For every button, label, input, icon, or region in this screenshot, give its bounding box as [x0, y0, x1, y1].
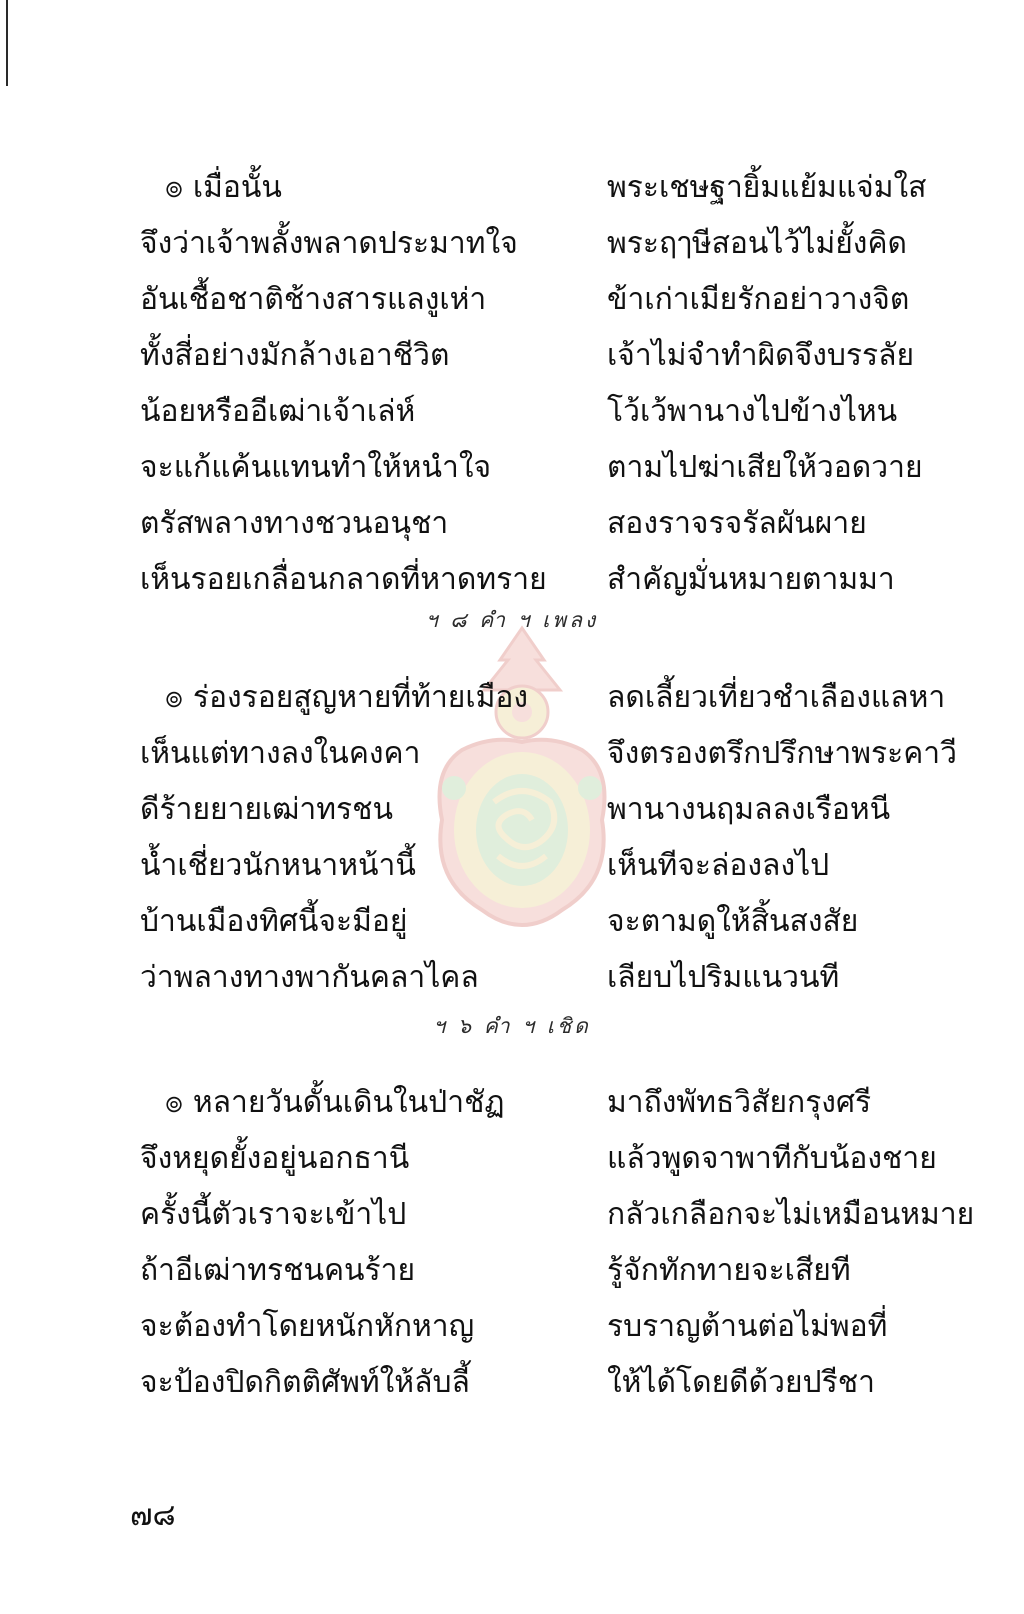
verse-line: [0, 552, 1024, 608]
verse-left: จึงหยุดยั้งอยู่นอกธานี: [140, 1141, 410, 1176]
verse-line: [0, 328, 1024, 384]
page-number: ๗๘: [130, 1498, 176, 1533]
verse-line: [0, 216, 1024, 272]
verse-left: เห็นรอยเกลื่อนกลาดที่หาดทราย: [140, 562, 547, 597]
verse-line: [0, 782, 1024, 838]
verse-left: น้ำเชี่ยวนักหนาหน้านี้: [140, 848, 416, 883]
verse-left: ว่าพลางทางพากันคลาไคล: [140, 960, 479, 995]
verse-line: [0, 272, 1024, 328]
verse-left: เห็นแต่ทางลงในคงคา: [140, 736, 421, 771]
verse-line: [0, 1187, 1024, 1243]
verse-right: พระเชษฐายิ้มแย้มแจ่มใส: [607, 170, 927, 205]
verse-left: ๏ ร่องรอยสูญหายที่ท้ายเมือง: [165, 680, 529, 715]
verse-line: [0, 894, 1024, 950]
verse-left: จึงว่าเจ้าพลั้งพลาดประมาทใจ: [140, 226, 518, 261]
verse-left: น้อยหรืออีเฒ่าเจ้าเล่ห์: [140, 394, 416, 429]
verse-left: ดีร้ายยายเฒ่าทรชน: [140, 792, 393, 827]
verse-left: ๏ เมื่อนั้น: [165, 170, 282, 205]
verse-line: [0, 160, 1024, 216]
stanza-tag: ฯ ๘ คำ ฯ เพลง: [425, 608, 599, 632]
verse-left: จะป้องปิดกิตติศัพท์ให้ลับลี้: [140, 1365, 470, 1400]
verse-right: จึงตรองตรึกปรึกษาพระคาวี: [607, 736, 957, 771]
verse-right: เจ้าไม่จำทำผิดจึงบรรลัย: [607, 338, 915, 373]
verse-right: พระฤๅษีสอนไว้ไม่ยั้งคิด: [607, 226, 907, 261]
verse-line: [0, 1131, 1024, 1187]
verse-line: [0, 950, 1024, 1006]
verse-right: กลัวเกลือกจะไม่เหมือนหมาย: [607, 1197, 975, 1232]
verse-line: [0, 1355, 1024, 1411]
verse-line: [0, 1299, 1024, 1355]
stanza-tag: ฯ ๖ คำ ฯ เชิด: [433, 1014, 591, 1038]
verse-right: สำคัญมั่นหมายตามมา: [607, 562, 895, 597]
verse-right: พานางนฤมลลงเรือหนี: [607, 792, 891, 827]
verse-left: อันเชื้อชาติช้างสารแลงูเห่า: [140, 282, 487, 317]
verse-line: [0, 384, 1024, 440]
scan-edge-mark: [6, 0, 8, 86]
verse-right: ตามไปฆ่าเสียให้วอดวาย: [607, 450, 923, 485]
verse-left: บ้านเมืองทิศนี้จะมีอยู่: [140, 904, 408, 939]
verse-right: จะตามดูให้สิ้นสงสัย: [607, 904, 859, 939]
verse-right: เห็นทีจะล่องลงไป: [607, 848, 830, 883]
verse-line: [0, 440, 1024, 496]
verse-line: [0, 838, 1024, 894]
verse-line: [0, 726, 1024, 782]
verse-line: [0, 670, 1024, 726]
stanza-2: [0, 670, 1024, 1006]
verse-right: ให้ได้โดยดีด้วยปรีชา: [607, 1365, 875, 1400]
verse-left: ตรัสพลางทางชวนอนุชา: [140, 506, 449, 541]
verse-right: ลดเลี้ยวเที่ยวชำเลืองแลหา: [607, 680, 946, 715]
stanza-1: [0, 160, 1024, 608]
verse-left: ครั้งนี้ตัวเราจะเข้าไป: [140, 1197, 407, 1232]
verse-line: [0, 496, 1024, 552]
verse-right: เลียบไปริมแนวนที: [607, 960, 840, 995]
verse-right: รู้จักทักทายจะเสียที: [607, 1253, 851, 1288]
verse-left: ๏ หลายวันดั้นเดินในป่าชัฏ: [165, 1085, 505, 1120]
verse-left: จะต้องทำโดยหนักหักหาญ: [140, 1309, 475, 1344]
verse-right: สองราจรจรัลผันผาย: [607, 506, 867, 541]
verse-right: มาถึงพัทธวิสัยกรุงศรี: [607, 1085, 872, 1120]
verse-left: ถ้าอีเฒ่าทรชนคนร้าย: [140, 1253, 416, 1288]
verse-left: ทั้งสี่อย่างมักล้างเอาชีวิต: [140, 338, 450, 373]
verse-right: โว้เว้พานางไปข้างไหน: [607, 394, 898, 429]
stanza-3: [0, 1075, 1024, 1411]
verse-right: แล้วพูดจาพาทีกับน้องชาย: [607, 1141, 937, 1176]
verse-right: ข้าเก่าเมียรักอย่าวางจิต: [607, 282, 910, 317]
verse-line: [0, 1075, 1024, 1131]
verse-line: [0, 1243, 1024, 1299]
verse-left: จะแก้แค้นแทนทำให้หนำใจ: [140, 450, 492, 485]
verse-right: รบราญต้านต่อไม่พอที่: [607, 1309, 888, 1344]
